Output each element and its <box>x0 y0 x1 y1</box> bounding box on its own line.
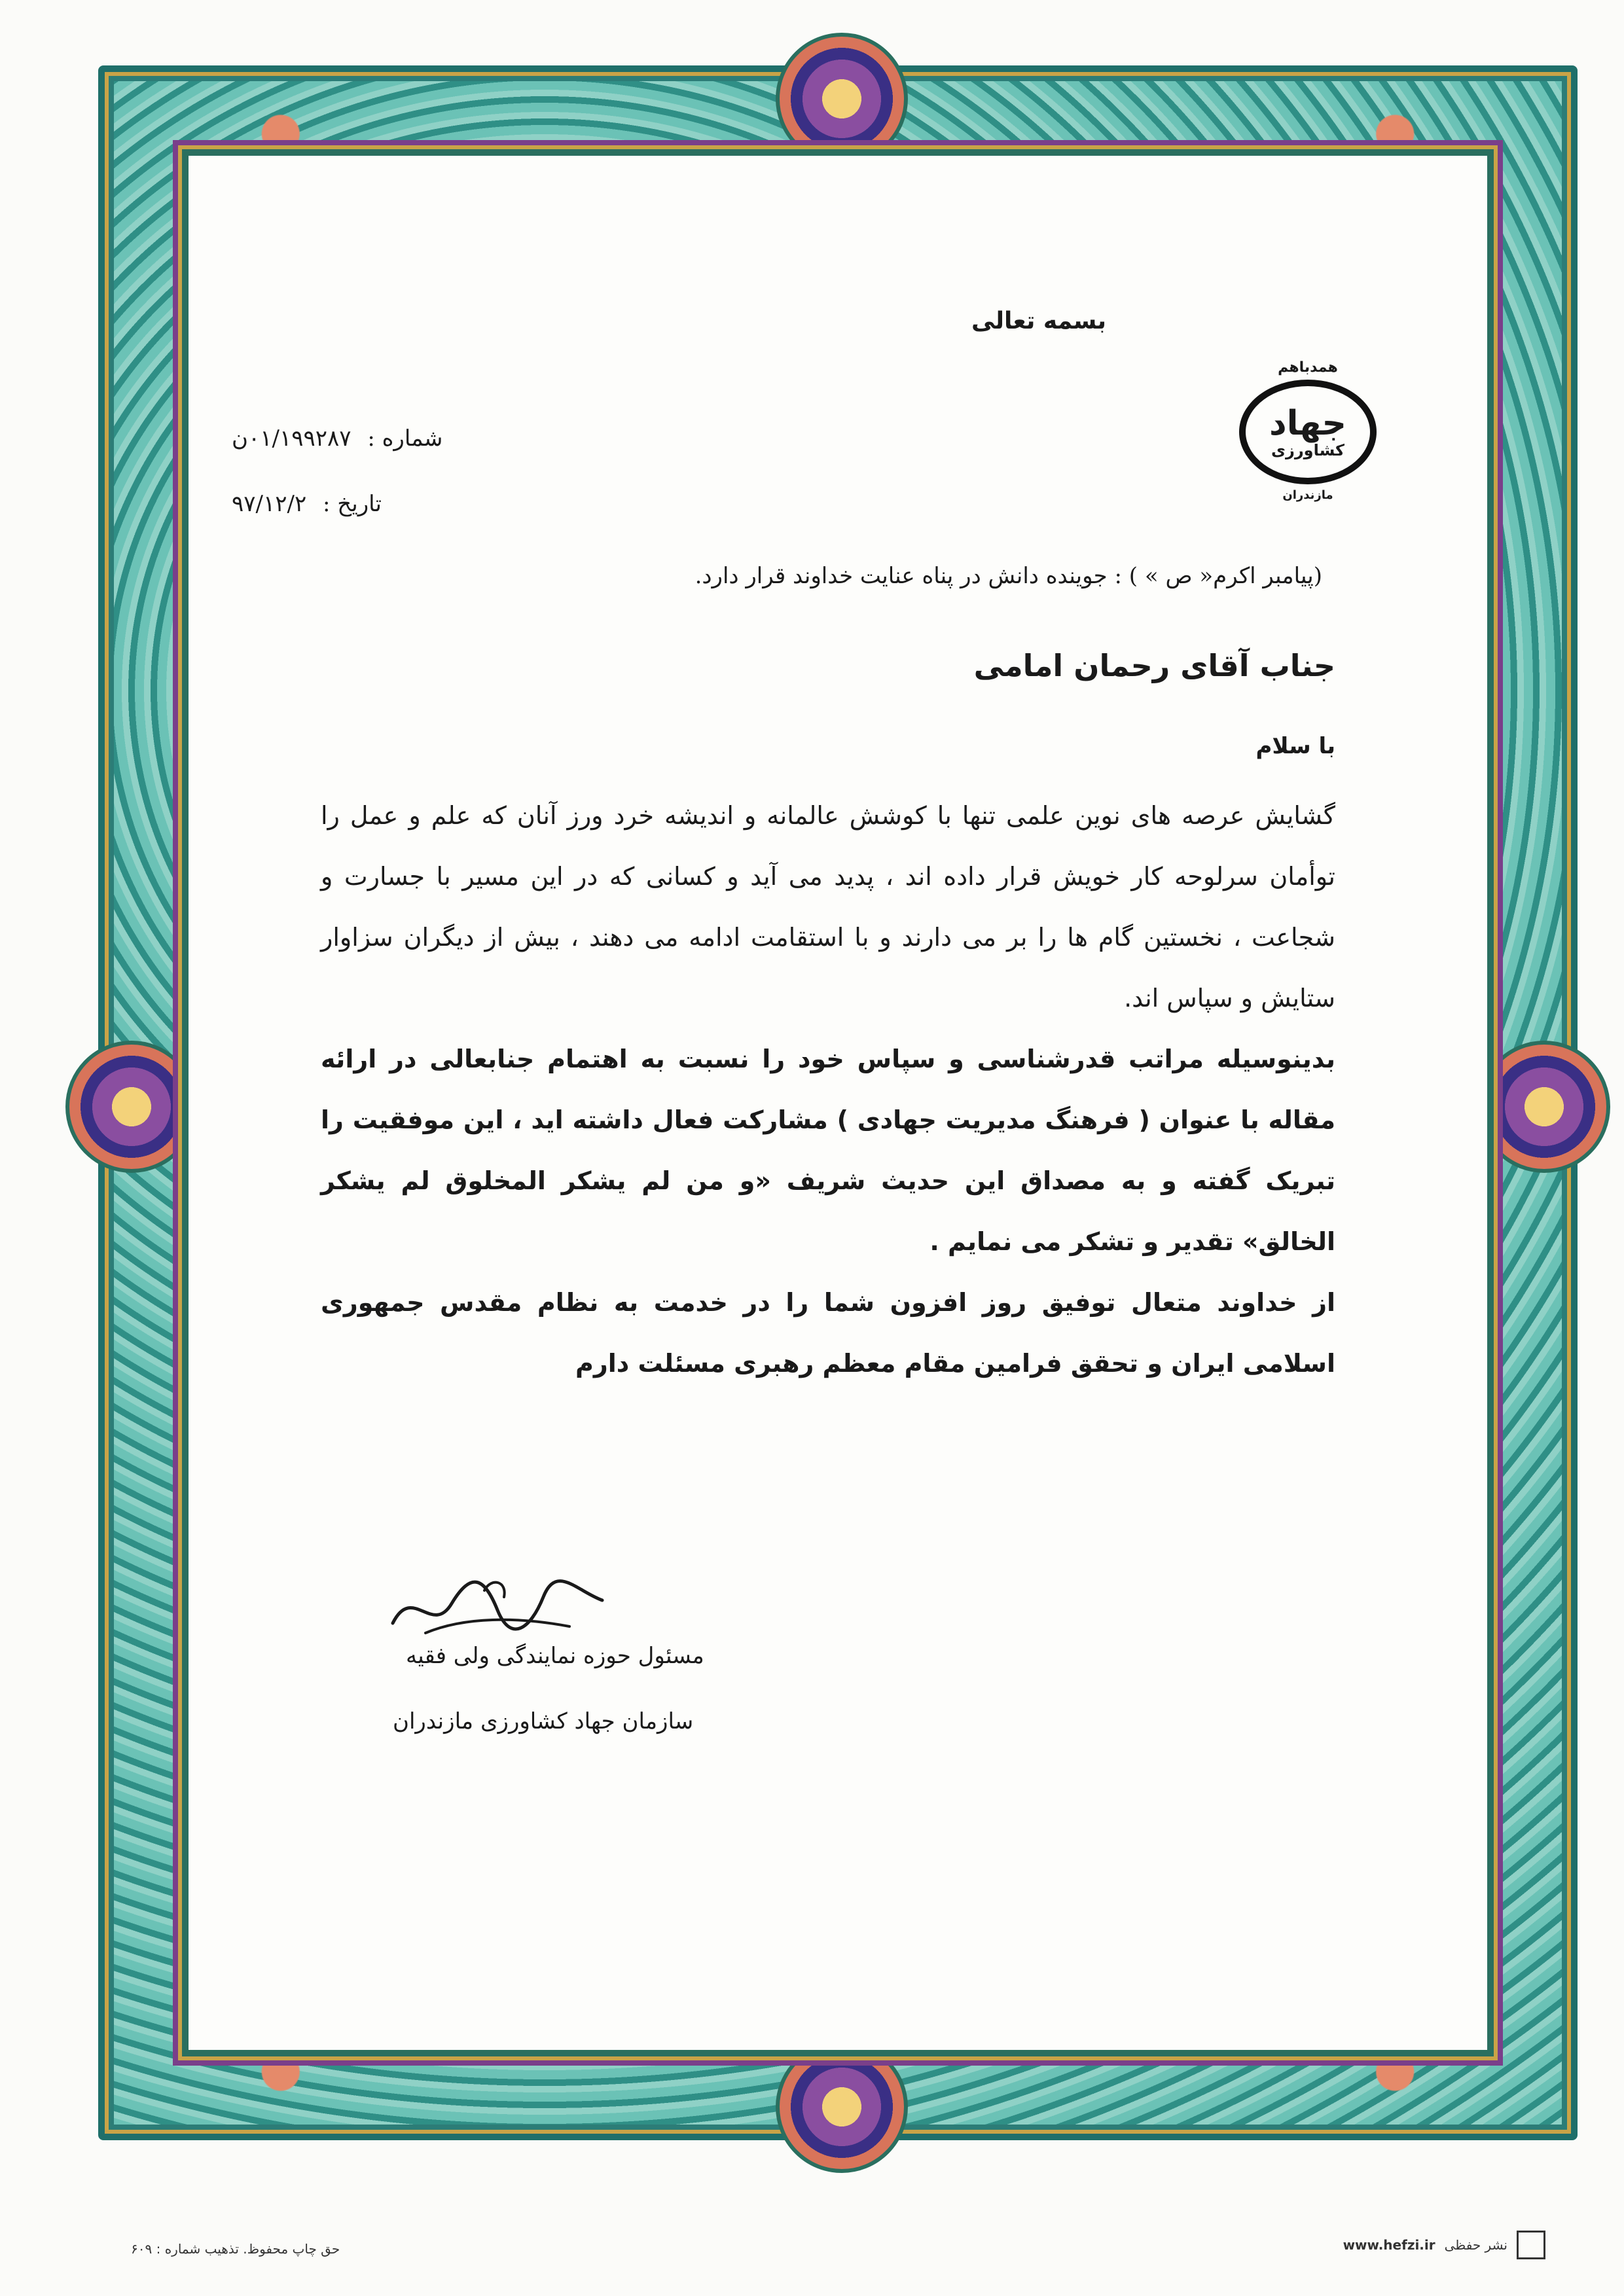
border-medallion-left <box>65 1041 198 1173</box>
publisher-name: نشر حفظی <box>1444 2237 1507 2253</box>
logo-emblem <box>1239 380 1377 484</box>
paragraph-1: گشایش عرصه های نوین علمی تنها با کوشش عالمانه و اندیشه خرد ورز آنان که علم و عمل را توأمان سرلوحه کار خویش قرار داده اند ، پدید می آید و کسانی که در این مسیر با جسارت و شجاعت ، نخستین گام ها را بر می دارند و با استقامت ادامه می دهند ، بیش از دیگران سزاوار ستایش و سپاس اند. <box>321 801 1335 1013</box>
letter-date-value: ۹۷/۱۲/۲ <box>232 491 307 517</box>
letter-number-label: شماره : <box>367 425 443 452</box>
logo-top-text: همدباهم <box>1278 359 1338 376</box>
publisher-logo-icon <box>1517 2231 1545 2259</box>
recipient-name: جناب آقای رحمان امامی <box>973 648 1335 683</box>
greeting: با سلام <box>1255 733 1335 759</box>
letter-number <box>223 425 442 452</box>
letter-number-value: ۰۱/۱۹۹۲۸۷ن <box>232 425 352 452</box>
signer-organization: سازمان جهاد کشاورزی مازندران <box>393 1708 694 1734</box>
footer-copyright: حق چاپ محفوظ. تذهیب شماره : ۶۰۹ <box>131 2241 340 2257</box>
logo-bottom-text: مازندران <box>1282 488 1333 502</box>
logo-main-text: جهاد <box>1269 404 1347 443</box>
border-medallion-bottom <box>776 2041 908 2173</box>
basmala-heading: بسمه تعالی <box>971 308 1106 334</box>
hadith-quote: (پیامبر اکرم« ص » ) : جوینده دانش در پناه عنایت خداوند قرار دارد. <box>695 563 1322 589</box>
letter-date <box>223 491 382 517</box>
border-medallion-right <box>1478 1041 1610 1173</box>
letter-date-label: تاریخ : <box>323 491 382 517</box>
letter-body <box>196 196 1394 1898</box>
letter-paragraphs <box>321 785 1335 1394</box>
paragraph-3: از خداوند متعال توفیق روز افزون شما را در خدمت به نظام مقدس جمهوری اسلامی ایران و تحقق فرامین مقام معظم رهبری مسئلت دارم <box>321 1288 1335 1378</box>
jahad-keshavarzi-logo <box>1223 360 1393 530</box>
signer-title: مسئول حوزه نمایندگی ولی فقیه <box>406 1643 704 1669</box>
paragraph-2: بدینوسیله مراتب قدرشناسی و سپاس خود را نسبت به اهتمام جنابعالی در ارائه مقاله با عنوان ( فرهنگ مدیریت جهادی ) مشارکت فعال داشته اید ، این موفقیت را تبریک گفته و به مصداق این حدیث شریف «و من لم یشکر المخلوق لم یشکر الخالق» تقدیر و تشکر می نمایم . <box>321 1045 1335 1256</box>
border-medallion-top <box>776 33 908 165</box>
footer-publisher <box>1343 2231 1545 2259</box>
publisher-website: www.hefzi.ir <box>1343 2237 1435 2253</box>
logo-sub-text: کشاورزی <box>1271 441 1344 459</box>
handwritten-signature <box>386 1571 609 1643</box>
